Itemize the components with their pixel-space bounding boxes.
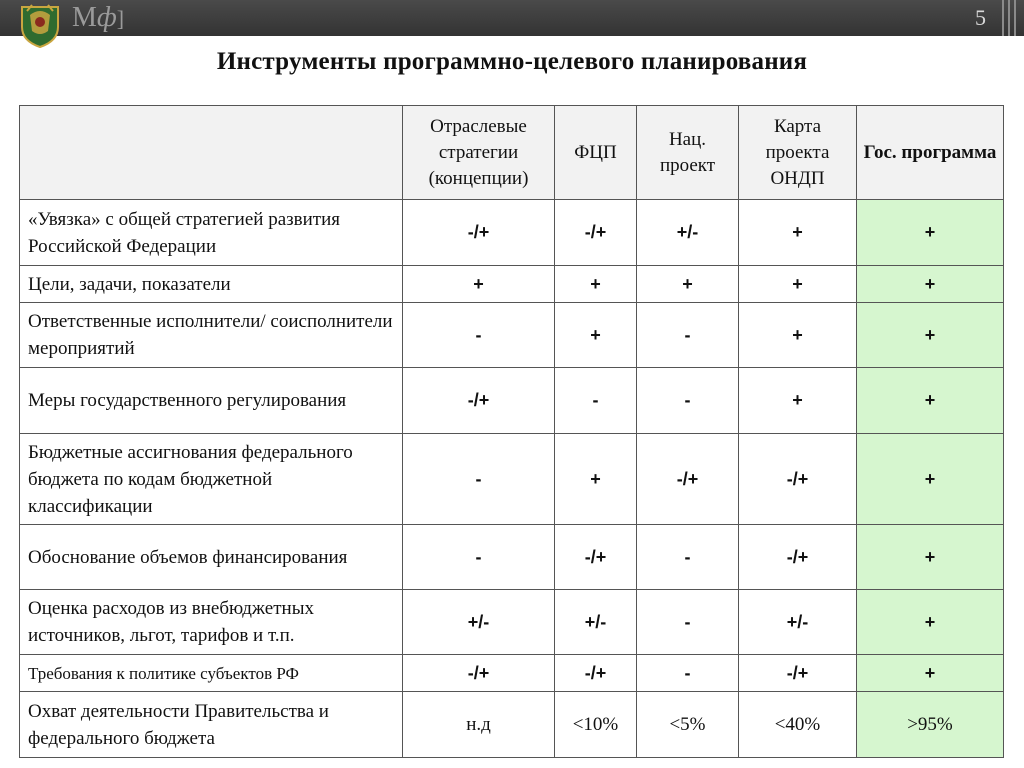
logo-text: Мф] [72,2,125,33]
table-cell: -/+ [403,200,555,266]
table-row [20,266,1004,303]
table-cell: <40% [739,692,857,758]
table-cell: +/- [637,200,739,266]
table-cell: - [403,303,555,368]
row-label: Бюджетные ассигнования федерального бюджета по кодам бюджетной классификации [20,434,403,525]
table-cell: + [739,368,857,434]
table-row [20,434,1004,525]
coat-of-arms-icon [18,1,62,49]
table-cell: -/+ [739,525,857,590]
table-cell: + [555,434,637,525]
table-cell: н.д [403,692,555,758]
table-cell: + [739,303,857,368]
table-cell: -/+ [739,655,857,692]
table-cell: - [637,303,739,368]
column-header: Карта проекта ОНДП [739,106,857,200]
table-cell: +/- [555,590,637,655]
decorative-lines [998,0,1024,36]
row-label: Охват деятельности Правительства и федерального бюджета [20,692,403,758]
page-title: Инструменты программно-целевого планирования [216,48,808,75]
table-row [20,200,1004,266]
table-cell: - [637,368,739,434]
table-cell: + [555,266,637,303]
row-label: «Увязка» с общей стратегией развития Российской Федерации [20,200,403,266]
table-cell: -/+ [739,434,857,525]
page-number: 5 [975,5,986,30]
table-cell: + [637,266,739,303]
table-cell: - [637,590,739,655]
column-header: Нац. проект [637,106,739,200]
table-cell: -/+ [637,434,739,525]
table-row [20,303,1004,368]
row-label: Требования к политике субъектов РФ [20,655,403,692]
comparison-table [19,105,1004,758]
table-cell-highlighted: + [857,434,1004,525]
table-cell: +/- [739,590,857,655]
table-cell: <10% [555,692,637,758]
table-row [20,590,1004,655]
table-cell: <5% [637,692,739,758]
table-cell: + [403,266,555,303]
table-cell: + [555,303,637,368]
header-empty-cell [20,106,403,200]
table-row [20,692,1004,758]
table-cell: -/+ [403,655,555,692]
table-cell: - [555,368,637,434]
table-row [20,525,1004,590]
row-label: Оценка расходов из внебюджетных источников, льгот, тарифов и т.п. [20,590,403,655]
table-row [20,368,1004,434]
table-cell-highlighted: + [857,368,1004,434]
column-header-highlighted: Гос. программа [857,106,1004,200]
table-cell: -/+ [555,200,637,266]
table-cell-highlighted: >95% [857,692,1004,758]
column-header: Отраслевые стратегии (концепции) [403,106,555,200]
table-cell: - [403,525,555,590]
table-cell: + [739,200,857,266]
table-cell: +/- [403,590,555,655]
column-header: ФЦП [555,106,637,200]
table-cell: -/+ [403,368,555,434]
table-cell: + [739,266,857,303]
table-cell: - [637,525,739,590]
row-label: Меры государственного регулирования [20,368,403,434]
table-row [20,655,1004,692]
top-bar [0,0,1024,36]
row-label: Цели, задачи, показатели [20,266,403,303]
table-cell-highlighted: + [857,266,1004,303]
table-cell: -/+ [555,525,637,590]
table-cell-highlighted: + [857,590,1004,655]
row-label: Ответственные исполнители/ соисполнители мероприятий [20,303,403,368]
table-cell-highlighted: + [857,303,1004,368]
table-cell-highlighted: + [857,525,1004,590]
table-cell: - [637,655,739,692]
table-cell-highlighted: + [857,655,1004,692]
table-cell-highlighted: + [857,200,1004,266]
table-cell: - [403,434,555,525]
table-header-row [20,106,1004,200]
table-cell: -/+ [555,655,637,692]
row-label: Обоснование объемов финансирования [20,525,403,590]
